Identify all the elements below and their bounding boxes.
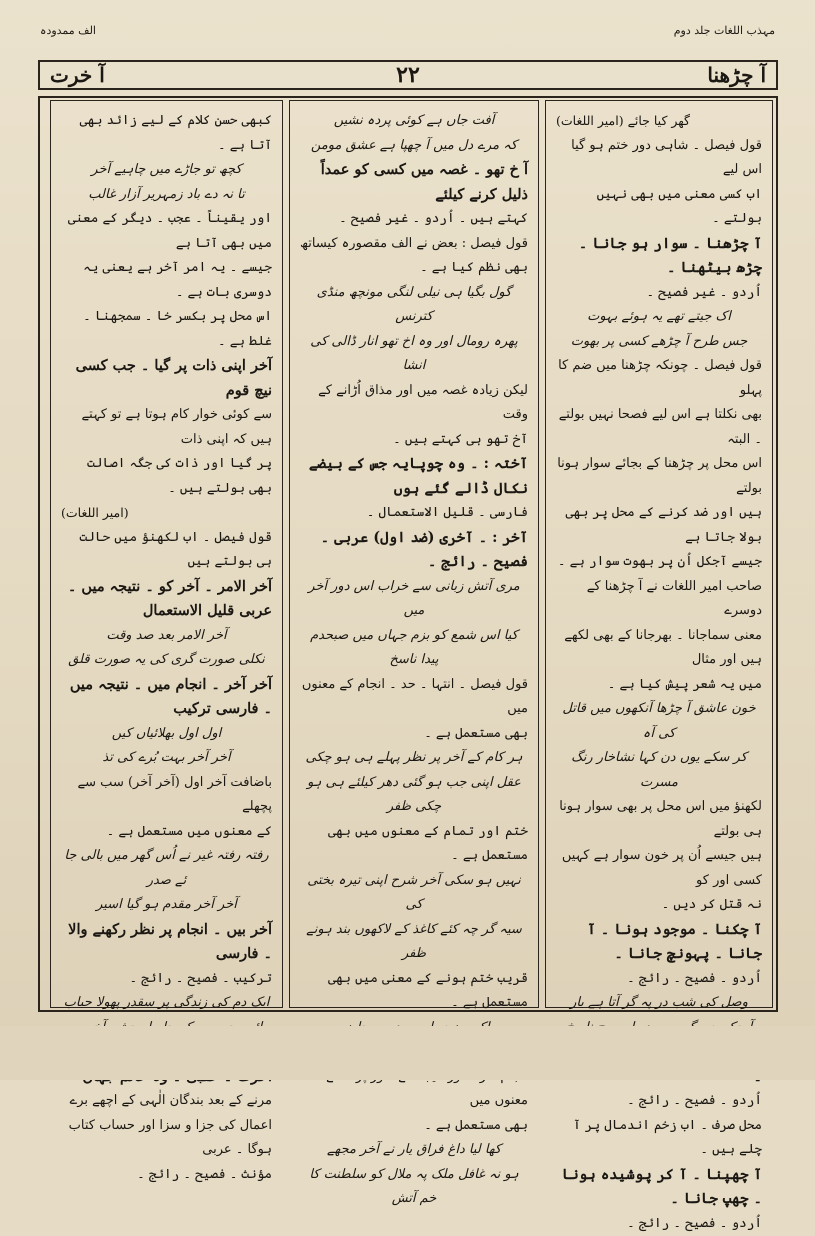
verse-line: آخر الامر بعد صد وقت — [61, 624, 272, 649]
verse-line: گول بگیا ہی نیلی لنگی مونچھ منڈی کترنس — [300, 281, 528, 330]
text-line: اب کسی معنی میں بھی نہیں بولتے ۔ — [556, 183, 762, 232]
text-line: بھی مستعمل ہے ۔ — [300, 722, 528, 747]
text-line: قریب ختم ہونے کے معنی میں بھی مستعمل ہے ۔ — [300, 967, 528, 1016]
verse-line: نکلی صورت گری کی یہ صورت قلق — [61, 648, 272, 673]
headword-line: آخر بیں ۔ انجام پر نظر رکھنے والا ۔ فارسی — [61, 918, 272, 967]
verse-line: جس طرح آ چڑھے کسی پر بھوت — [556, 330, 762, 355]
verse-line: کر سکے یوں دن کہا نشاخار رنگ مسرت — [556, 746, 762, 795]
text-line: قول فیصل ۔ چونکہ چڑھنا میں ضم کا پہلو — [556, 354, 762, 403]
page-header-bar — [38, 60, 778, 90]
verse-line: کچھ تو جاڑے میں چاہیے آخر — [61, 158, 272, 183]
text-line: قول فیصل ۔ شاہی دور ختم ہو گیا اس لیے — [556, 134, 762, 183]
text-line: اُردو ۔ فصیح ۔ رائج ۔ — [556, 1089, 762, 1114]
verse-line: ہر کام کے آخر پر نظر پہلے ہی ہو چکی — [300, 746, 528, 771]
text-line: مرنے کے بعد بندگان الٰہی کے اچھے برے — [61, 1089, 272, 1114]
text-line: آخ تھو ہی کہتے ہیں ۔ — [300, 428, 528, 453]
verse-line: کیا اس شمع کو بزم جہاں میں صبحدم پیدا ناسخ — [300, 624, 528, 673]
text-line: محل صرف ۔ اب زخم اندمال پر آ چلے ہیں ۔ — [556, 1114, 762, 1163]
headword-line: آخر آخر ۔ انجام میں ۔ نتیجہ میں ۔ فارسی ترکیب — [61, 673, 272, 722]
text-line: ہیں جیسے اُن پر خون سوار ہے کہیں کسی اور کو — [556, 844, 762, 893]
verse-line: آخر آخر مقدم ہو گیا اسیر — [61, 893, 272, 918]
text-line: باضافت آخر اول (آخر آخر) سب سے پچھلے — [61, 771, 272, 820]
text-line: ختم اور تمام کے معنوں میں بھی مستعمل ہے ۔ — [300, 820, 528, 869]
source-line: (امیر اللغات) — [61, 501, 272, 526]
running-head — [40, 20, 775, 42]
verse-line: خون عاشق آ چڑھا آنکھوں میں قاتل کی آہ — [556, 697, 762, 746]
text-line: کے معنوں میں مستعمل ہے ۔ — [61, 820, 272, 845]
verse-line: اک جیتے تھے یہ ہوئے بہوت — [556, 305, 762, 330]
text-line: قول فیصل : بعض نے الف مقصورہ کیساتھ — [300, 232, 528, 257]
text-line: جیسے آجکل اُن پر بھوت سوار ہے ۔ — [556, 550, 762, 575]
text-line: پر گیا اور ذات کی جگہ اصالت بھی بولتے ہیں ۔ — [61, 452, 272, 501]
text-line: بھی مستعمل ہے ۔ — [300, 1114, 528, 1139]
page-number: ۲۲ — [396, 62, 420, 88]
verse-line: ہو نہ غافل ملک پہ ملال کو سلطنت کا خم آتش — [300, 1163, 528, 1212]
text-line: کبھی حسن کلام کے لیے زائد بھی آتا ہے ۔ — [61, 109, 272, 158]
headword-line: آ چھپنا ۔ آ کر پوشیدہ ہونا ۔ چھپ جانا ۔ — [556, 1163, 762, 1212]
header-first-word: آ چڑھنا — [707, 63, 766, 87]
text-line: فارسی ۔ قلیل الاستعمال ۔ — [300, 501, 528, 526]
headword-line: آ چکنا ۔ موجود ہونا ۔ آ جانا ۔ پہونچ جانا ۔ — [556, 918, 762, 967]
text-line: اور یقیناً ۔ عجب ۔ دیگر کے معنی میں بھی آتا ہے — [61, 207, 272, 256]
text-line: بھی نظم کیا ہے ۔ — [300, 256, 528, 281]
text-line: ترکیب ۔ فصیح ۔ رائج ۔ — [61, 967, 272, 992]
headword-line: آ چڑھنا ۔ سوار ہو جانا ۔ چڑھ بیٹھنا ۔ — [556, 232, 762, 281]
page-bottom-margin — [0, 1026, 815, 1080]
text-line: بھی نکلتا ہے اس لیے فصحا نہیں بولتے ۔ البتہ — [556, 403, 762, 452]
headword-line: آخر : ۔ آخری (ضد اول) عربی ۔ فصیح ۔ رائج ۔ — [300, 526, 528, 575]
text-line: اعمال کی جزا و سزا اور حساب کتاب ہوگا ۔ عربی — [61, 1114, 272, 1163]
text-line: نہ قتل کر دیں ۔ — [556, 893, 762, 918]
text-line: معنوں میں — [300, 1065, 528, 1114]
verse-line: مری آتش زبانی سے خراب اس دور آخر میں — [300, 575, 528, 624]
verse-line: آفت جاں ہے کوئی پردہ نشیں — [300, 109, 528, 134]
text-line: میں یہ شعر پیش کیا ہے ۔ — [556, 673, 762, 698]
headword-line: آخر اپنی ذات پر گیا ۔ جب کسی نیچ قوم — [61, 354, 272, 403]
verse-line: ایک دم کی زندگی پر سقدر پھولا حباب — [61, 991, 272, 1016]
column-left — [50, 100, 283, 1008]
text-line: صاحب امیر اللغات نے آ چڑھنا کے دوسرے — [556, 575, 762, 624]
verse-line: کہ مرے دل میں آ چھپا ہے عشق مومن — [300, 134, 528, 159]
running-head-section: الف ممدودہ — [40, 24, 96, 37]
text-line: جیسے ۔ یہ امر آخر ہے یعنی یہ دوسری بات ہے ۔ — [61, 256, 272, 305]
verse-line: تا نہ دے باد زمہریر آزار غالب — [61, 183, 272, 208]
verse-line: نہیں ہو سکی آخر شرح اپنی تیرہ بختی کی — [300, 869, 528, 918]
verse-line: کھا لیا داغ فراق یار نے آخر مجھے — [300, 1138, 528, 1163]
column-right — [545, 100, 773, 1008]
text-line: کہتے ہیں ۔ اُردو ۔ غیر فصیح ۔ — [300, 207, 528, 232]
text-line: اُردو ۔ فصیح ۔ رائج ۔ — [556, 967, 762, 992]
running-head-title: مہذب اللغات جلد دوم — [674, 24, 775, 37]
headword-line: آ خ تھو ۔ غصہ میں کسی کو عمداً ذلیل کرنے کیلئے — [300, 158, 528, 207]
text-line: قول فیصل ۔ انتہا ۔ حد ۔ انجام کے معنوں میں — [300, 673, 528, 722]
verse-line: وصل کی شب در پہ گر آتا ہے یار — [556, 991, 762, 1016]
headword-line: آختہ : ۔ وہ چوپایہ جس کے بیضے نکال ڈالے گئے ہوں — [300, 452, 528, 501]
text-line: مؤنث ۔ فصیح ۔ رائج ۔ — [61, 1163, 272, 1188]
headword-line: آخر الامر ۔ آخر کو ۔ نتیجہ میں ۔ عربی قلیل الاستعمال — [61, 575, 272, 624]
verse-line: سیہ گر چہ کئے کاغذ کے لاکھوں بند ہونے ظفر — [300, 918, 528, 967]
verse-line: اول اول بھلائیاں کیں — [61, 722, 272, 747]
text-line: قول فیصل ۔ اب لکھنؤ میں حالت ہی بولتے ہیں — [61, 526, 272, 575]
text-line: اُردو ۔ غیر فصیح ۔ — [556, 281, 762, 306]
column-middle — [289, 100, 539, 1008]
text-line: معنی سماجانا ۔ بھرجانا کے بھی لکھے ہیں اور مثال — [556, 624, 762, 673]
text-line: سے کوئی خوار کام ہوتا ہے تو کہتے ہیں کہ اپنی ذات — [61, 403, 272, 452]
verse-line: پھرہ رومال اور وہ اخ تھو انار ڈالی کی انشا — [300, 330, 528, 379]
text-line: ہیں اور ضد کرنے کے محل پر بھی بولا جاتا ہے — [556, 501, 762, 550]
verse-line: آخر آخر بہت بُرے کی تذ — [61, 746, 272, 771]
source-line: گھر کیا جائے (امیر اللغات) — [556, 109, 762, 134]
text-line: لکھنؤ میں اس محل پر بھی سوار ہونا ہی بولتے — [556, 795, 762, 844]
text-line: اس محل پر بکسر خا ۔ سمجھنا ۔ غلط ہے ۔ — [61, 305, 272, 354]
text-line: اس محل پر چڑھنا کے بجائے سوار ہونا بولتے — [556, 452, 762, 501]
verse-line: رفتہ رفتہ غیر نے اُس گھر میں بالی جا ئے صدر — [61, 844, 272, 893]
verse-line: عقل اپنی جب ہو گئی دھر کیلئے ہی ہو چکی ظفر — [300, 771, 528, 820]
text-line: لیکن زیادہ غصہ میں اور مذاق اُڑانے کے وقت — [300, 379, 528, 428]
text-line: اُردو ۔ فصیح ۔ رائج ۔ — [556, 1212, 762, 1236]
header-last-word: آ خرت — [50, 63, 105, 87]
